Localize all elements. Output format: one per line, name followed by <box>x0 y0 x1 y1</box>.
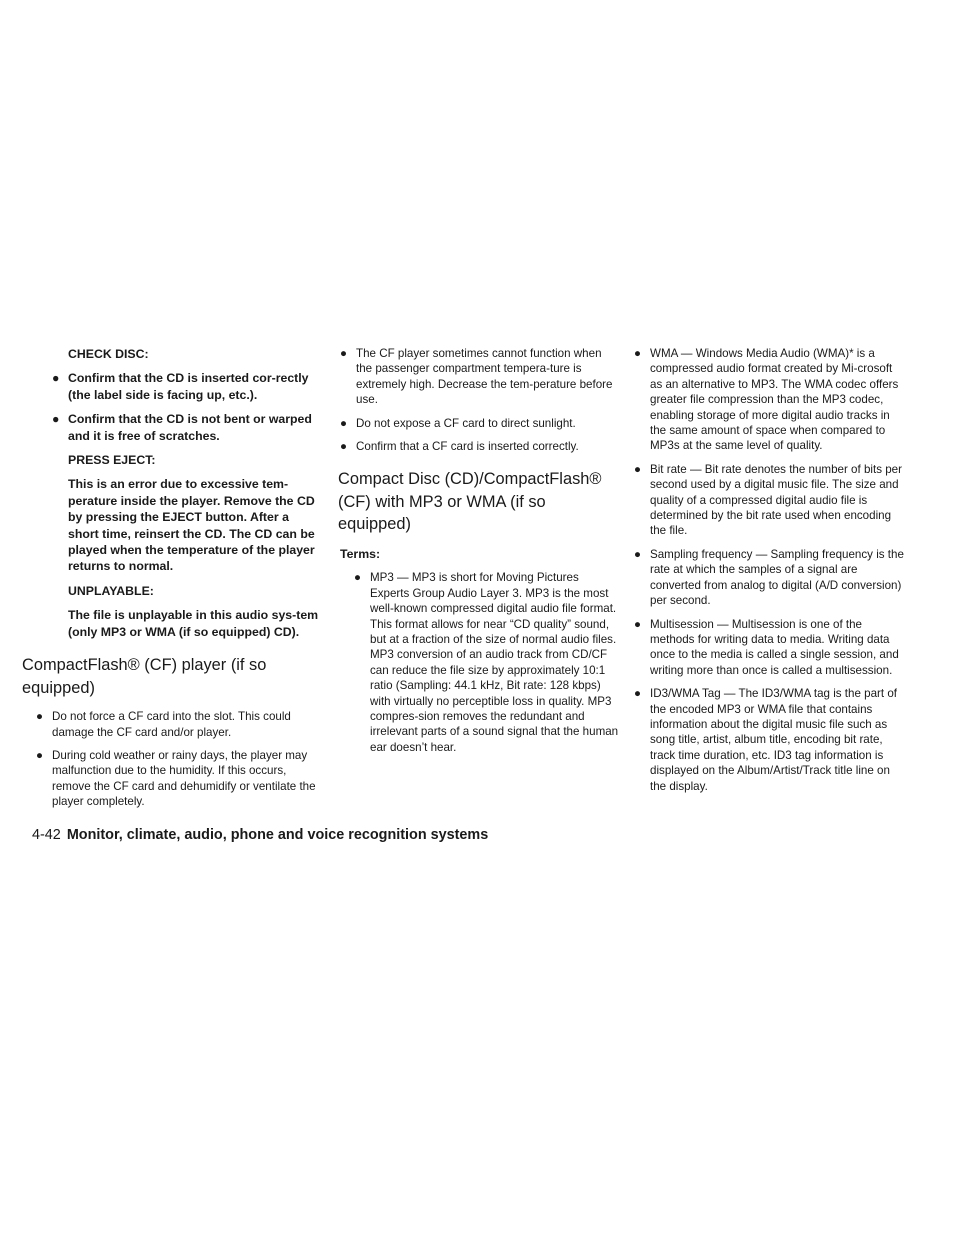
press-eject-text: This is an error due to excessive tem-perature inside the player. Remove the CD by pressing the EJECT button. After a short time, reinsert the CD. The CD can be played when the temperature of the player returns to normal. <box>68 477 315 574</box>
list-item-text: MP3 — MP3 is short for Moving Pictures Experts Group Audio Layer 3. MP3 is the most well-known compressed digital audio file format. This format allows for near “CD quality” sound, but at a fraction of the size of normal audio files. MP3 conversion of an audio track from CD/CF can reduce the file size by approximately 10:1 ratio (Sampling: 44.1 kHz, Bit rate: 128 kbps) with virtually no perceptible loss in quality. MP3 compres-sion removes the redundant and irrelevant parts of a sound signal that the human ear doesn’t hear. <box>370 571 619 754</box>
unplayable-heading: UNPLAYABLE: <box>68 583 154 598</box>
cd-cf-heading: Compact Disc (CD)/CompactFlash® (CF) with MP3 or WMA (if so equipped) <box>338 470 602 534</box>
page-number: 4-42 <box>32 827 61 843</box>
terms-label: Terms: <box>340 546 381 561</box>
bullet: ● <box>634 547 642 561</box>
list-item-text: Do not force a CF card into the slot. This could damage the CF card and/or player. <box>52 710 291 739</box>
bullet: ● <box>340 416 348 430</box>
bullet: ● <box>634 462 642 476</box>
list-item <box>634 346 906 454</box>
bullet: ● <box>340 347 348 360</box>
list-item <box>634 617 906 679</box>
unplayable-text: The file is unplayable in this audio sys-tem (only MP3 or WMA (if so equipped) CD). <box>68 608 319 639</box>
section-title: Monitor, climate, audio, phone and voice recognition systems <box>66 827 489 843</box>
list-item <box>634 462 906 539</box>
list-item-text: During cold weather or rainy days, the player may malfunction due to the humidity. If this occurs, remove the CF card and dehumidify or ventilate the player completely. <box>52 748 316 809</box>
list-item-text: The CF player sometimes cannot function when the passenger compartment tempera-ture is extremely high. Decrease the tem-perature before use. <box>356 347 613 407</box>
press-eject-heading: PRESS EJECT: <box>68 453 156 468</box>
list-item-text: Confirm that a CF card is inserted correctly. <box>356 440 579 454</box>
terms-list <box>340 570 620 755</box>
page-footer <box>32 826 488 844</box>
column-right <box>634 346 906 802</box>
bullet: ● <box>634 687 642 701</box>
bullet: ● <box>52 371 60 386</box>
cf-list <box>22 709 322 809</box>
bullet: ● <box>634 347 642 360</box>
check-item-text: Confirm that the CD is not bent or warped and it is free of scratches. <box>68 412 312 443</box>
column-left <box>22 346 322 818</box>
list-item-text: Multisession — Multisession is one of the methods for writing data to media. Writing data once to the media is called a single session, and writing more than once is called a multisession. <box>650 617 899 677</box>
bullet: ● <box>354 571 362 585</box>
check-disc-heading: CHECK DISC: <box>68 347 149 361</box>
bullet: ● <box>340 440 348 454</box>
bullet: ● <box>36 710 44 724</box>
column-middle <box>340 346 620 763</box>
list-item <box>36 748 322 810</box>
list-item <box>634 547 906 609</box>
list-item-text: Do not expose a CF card to direct sunlight. <box>356 416 576 430</box>
list-item <box>340 439 620 454</box>
list-item-text: ID3/WMA Tag — The ID3/WMA tag is the part of the encoded MP3 or WMA file that contains information about the digital music file such as song title, artist, album title, encoding bit rate, track time duration, etc. ID3 tag information is displayed on the Album/Artist/Track title line on the display. <box>650 687 897 793</box>
check-item <box>22 411 322 444</box>
bullet: ● <box>52 412 60 427</box>
list-item <box>340 416 620 431</box>
bullet: ● <box>634 617 642 631</box>
list-item <box>36 709 322 740</box>
list-item-text: Bit rate — Bit rate denotes the number of bits per second used by a digital music file. The size and quality of a compressed digital audio file is determined by the bit rate used when encoding the file. <box>650 462 902 538</box>
list-item-text: Sampling frequency — Sampling frequency is the rate at which the samples of a signal are converted from analog to digital (A/D conversion) per second. <box>650 547 904 608</box>
cf-player-heading: CompactFlash® (CF) player (if so equipped) <box>22 656 267 697</box>
list-item-text: WMA — Windows Media Audio (WMA)* is a compressed audio format created by Mi-crosoft as an alternative to MP3. The WMA codec offers greater file compression than the MP3 codec, enabling storage of more digital audio tracks in the same amount of space when compared to MP3s at the same level of quality. <box>650 347 899 453</box>
check-item <box>22 370 322 403</box>
list-item <box>634 686 906 794</box>
list-item <box>340 346 620 408</box>
bullet: ● <box>36 748 44 762</box>
list-item <box>354 570 620 755</box>
check-item-text: Confirm that the CD is inserted cor-rectly (the label side is facing up, etc.). <box>68 371 309 402</box>
